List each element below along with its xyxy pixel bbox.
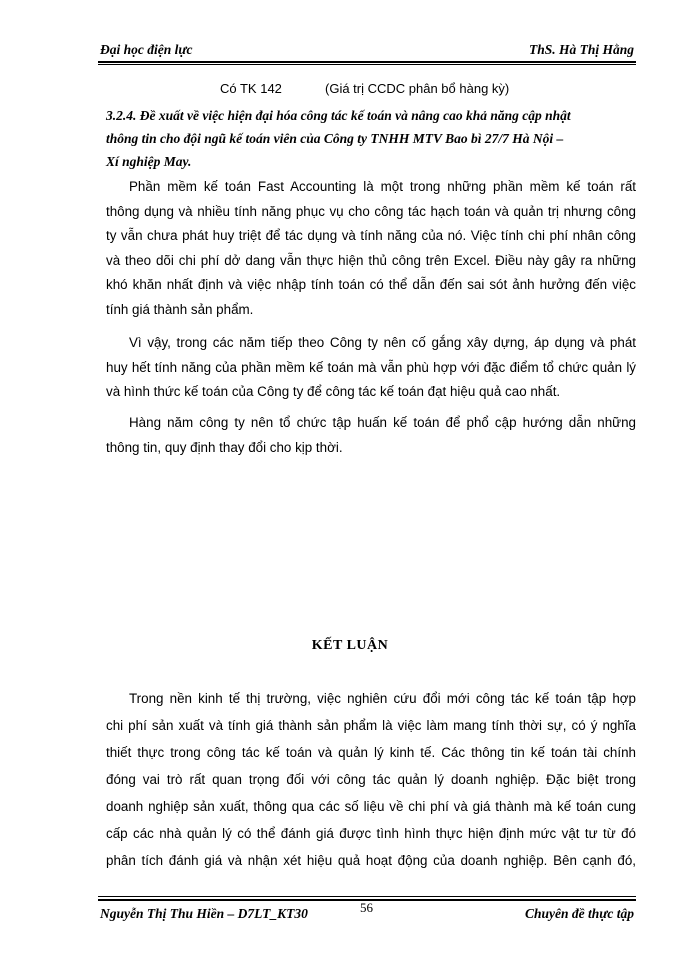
heading-line: 3.2.4. Đề xuất về việc hiện đại hóa công tác kế toán và nâng cao khả năng cập nhật xyxy=(106,108,571,123)
paragraph-line: thông tin, quy định thay đổi cho kịp thời. xyxy=(106,439,343,455)
header-rule xyxy=(98,61,636,65)
paragraph-line: thiết thực trong công tác kế toán và quản lý kinh tế. Các thông tin kế toán tài chính xyxy=(106,745,636,760)
section-heading xyxy=(106,104,634,173)
paragraph-fast-accounting xyxy=(106,175,636,322)
header-university: Đại học điện lực xyxy=(100,42,193,57)
credit-note: (Giá trị CCDC phân bổ hàng kỳ) xyxy=(325,81,510,96)
paragraph-line: thông dụng và nhiều tính năng phục vụ cho công tác hạch toán và quản trị nhưng công xyxy=(106,203,636,219)
heading-line: thông tin cho đội ngũ kế toán viên của Công ty TNHH MTV Bao bì 27/7 Hà Nội – xyxy=(106,131,564,146)
footer-author: Nguyễn Thị Thu Hiền – D7LT_KT30 xyxy=(100,906,308,921)
paragraph-line: ty vẫn chưa phát huy triệt để tác dụng và tính năng của nó. Việc tính chi phí nhân công xyxy=(106,228,636,243)
paragraph-line: Hàng năm công ty nên tổ chức tập huấn kế toán để phổ cập hướng dẫn những xyxy=(129,415,636,430)
paragraph-line: và theo dõi chi phí dở dang vẫn thực hiện thủ công trên Excel. Điều này gây ra những xyxy=(106,252,636,268)
paragraph-line: Trong nền kinh tế thị trường, việc nghiên cứu đổi mới công tác kế toán tập hợp xyxy=(129,691,636,706)
paragraph-line: Vì vậy, trong các năm tiếp theo Công ty nên cố gắng xây dựng, áp dụng và phát xyxy=(129,335,636,350)
paragraph-line: huy hết tính năng của phần mềm kế toán mà vẫn phù hợp với đặc điểm tổ chức quản lý xyxy=(106,359,636,375)
paragraph-training xyxy=(106,411,636,460)
paragraph-line: và hình thức kế toán của Công ty để công tác kế toán đạt hiệu quả cao nhất. xyxy=(106,384,561,399)
paragraph-line: đóng vai trò rất quan trọng đối với công tác quản lý doanh nghiệp. Đặc biệt trong xyxy=(106,772,636,787)
paragraph-line: Phần mềm kế toán Fast Accounting là một trong những phần mềm kế toán rất xyxy=(129,179,636,194)
paragraph-line: khó khăn nhất định và việc nhập tính toán có thể dẫn đến sai sót ảnh hưởng đến việc xyxy=(106,277,636,292)
paragraph-line: phân tích đánh giá và nhận xét hiệu quả hoạt động của doanh nghiệp. Bên cạnh đó, xyxy=(106,853,636,868)
credit-entry-line xyxy=(0,81,700,99)
page-number: 56 xyxy=(360,900,373,915)
paragraph-conclusion xyxy=(106,685,636,874)
paragraph-line: chi phí sản xuất và tính giá thành sản phẩm là việc làm mang tính thời sự, có ý nghĩa xyxy=(106,718,636,733)
paragraph-line: doanh nghiệp sản xuất, thông qua các số liệu về chi phí và giá thành mà kế toán cung xyxy=(106,799,636,814)
header-supervisor: ThS. Hà Thị Hằng xyxy=(528,42,634,57)
heading-line: Xí nghiệp May. xyxy=(106,154,192,169)
paragraph-line: tính giá thành sản phẩm. xyxy=(106,301,254,317)
paragraph-line: cấp các nhà quản lý có thể đánh giá được tình hình thực hiện định mức vật tư từ đó xyxy=(106,826,636,841)
page-footer xyxy=(98,900,636,924)
credit-account: Có TK 142 xyxy=(220,81,282,96)
footer-report-type: Chuyên đề thực tập xyxy=(525,906,634,921)
page-header xyxy=(98,42,636,62)
conclusion-title: KẾT LUẬN xyxy=(311,638,389,653)
paragraph-recommendation xyxy=(106,331,636,405)
